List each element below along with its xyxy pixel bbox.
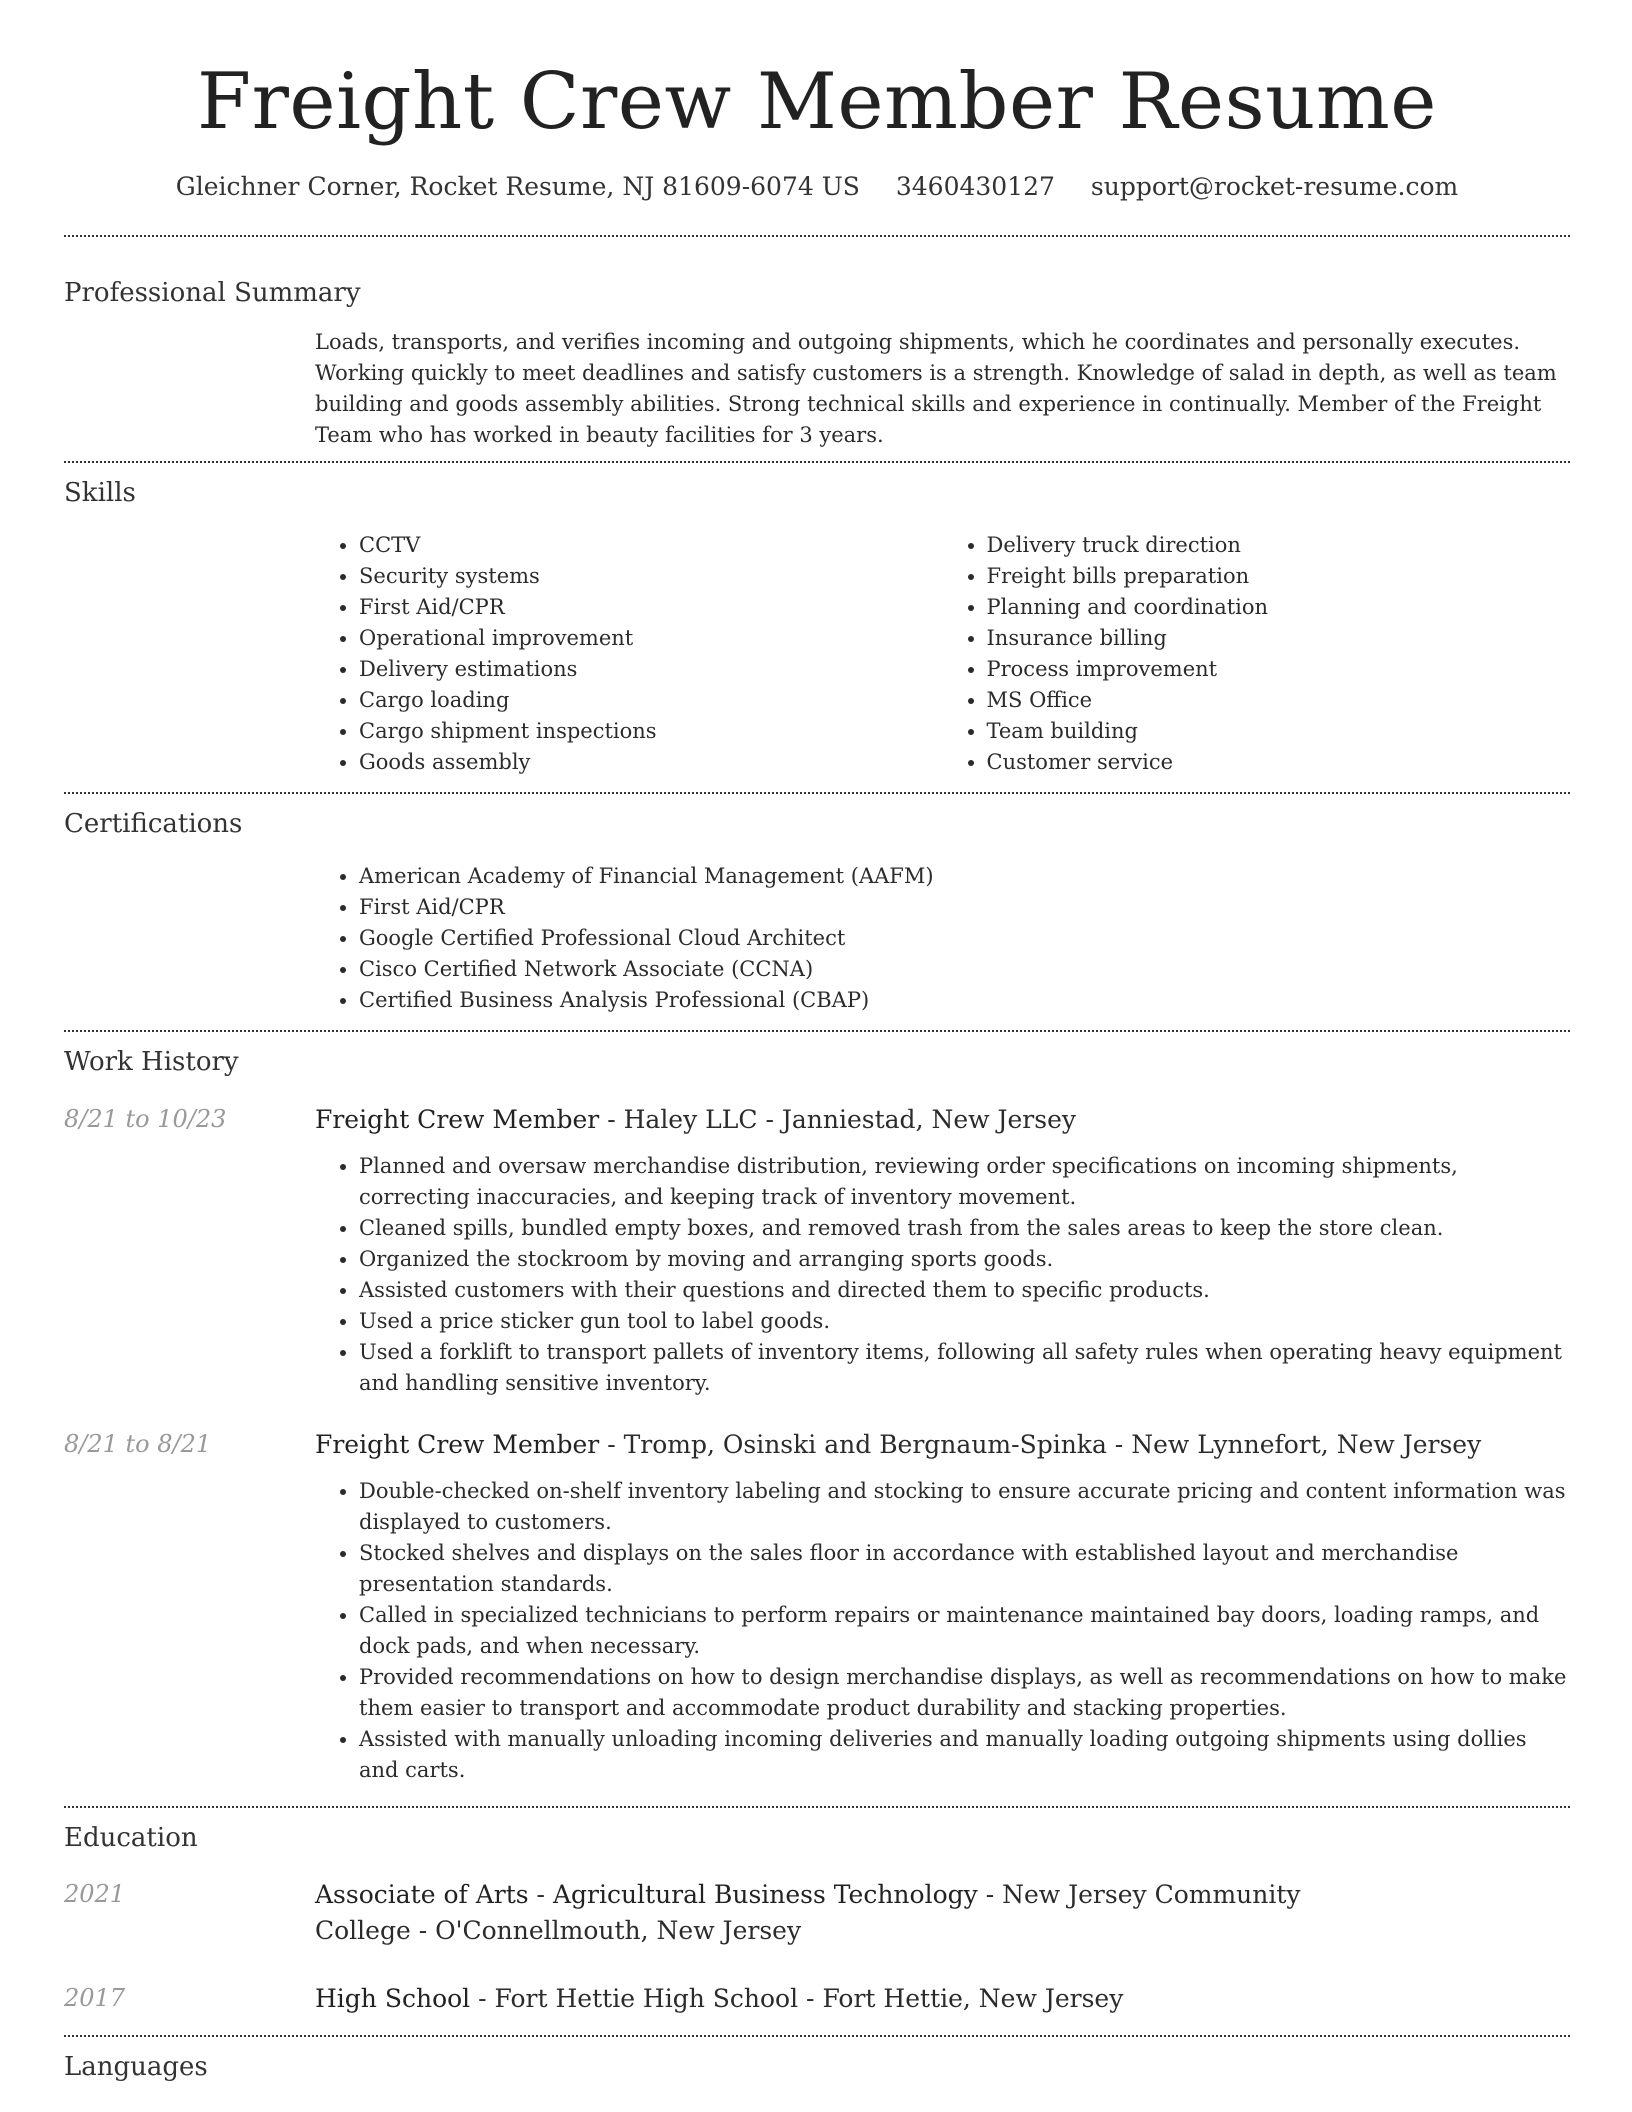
certification-item: • First Aid/CPR xyxy=(359,892,1570,923)
job-entry xyxy=(64,1102,1570,1138)
skill-item: • Cargo loading xyxy=(359,685,943,716)
skill-item: • Insurance billing xyxy=(987,623,1571,654)
resume-title: Freight Crew Member Resume xyxy=(197,57,1437,147)
job-heading: Freight Crew Member - Haley LLC - Janniestad, New Jersey xyxy=(315,1105,1076,1134)
job-entry xyxy=(64,1427,1570,1463)
job-bullet: • Used a forklift to transport pallets of inventory items, following all safety rules when operating heavy equipment and handling sensitive inventory. xyxy=(359,1337,1570,1399)
education-entry xyxy=(64,1877,1570,1949)
skill-item: • Customer service xyxy=(987,747,1571,778)
education-degree: Associate of Arts xyxy=(315,1880,529,1909)
work-heading: Work History xyxy=(64,1047,239,1077)
languages-heading: Languages xyxy=(64,2052,208,2082)
skill-item: • Team building xyxy=(987,716,1571,747)
job-title: Freight Crew Member xyxy=(315,1105,600,1134)
divider xyxy=(64,235,1570,237)
skill-item: • Operational improvement xyxy=(359,623,943,654)
summary-heading: Professional Summary xyxy=(64,278,361,308)
education-year: 2021 xyxy=(64,1880,126,1908)
certification-item: • American Academy of Financial Management (AAFM) xyxy=(359,861,1570,892)
skill-item: • Delivery estimations xyxy=(359,654,943,685)
resume-page xyxy=(64,0,1570,2085)
education-entry xyxy=(64,1981,1570,2017)
job-bullet: • Organized the stockroom by moving and arranging sports goods. xyxy=(359,1244,1570,1275)
divider xyxy=(64,461,1570,463)
job-bullet: • Provided recommendations on how to design merchandise displays, as well as recommendations on how to make them easier to transport and accommodate product durability and stacking properties. xyxy=(359,1662,1570,1724)
job-dates: 8/21 to 8/21 xyxy=(64,1430,212,1458)
skills-heading: Skills xyxy=(64,478,136,508)
job-bullets xyxy=(315,1151,1570,1399)
education-degree: High School xyxy=(315,1984,471,2013)
education-school: New Jersey Community College xyxy=(315,1880,1301,1945)
certification-item: • Certified Business Analysis Professional (CBAP) xyxy=(359,985,1570,1016)
education-field: Agricultural Business Technology xyxy=(552,1880,978,1909)
summary-text: Loads, transports, and verifies incoming and outgoing shipments, which he coordinates and personally executes. Working quickly to meet deadlines and satisfy customers is a strength. Knowledge of salad in depth, as well as team building and goods assembly abilities. Strong technical skills and experience in continually. Member of the Freight Team who has worked in beauty facilities for 3 years. xyxy=(315,330,1557,447)
contact-email: support@rocket-resume.com xyxy=(1090,172,1459,201)
job-bullet: • Assisted with manually unloading incoming deliveries and manually loading outgoing shipments using dollies and carts. xyxy=(359,1724,1570,1786)
job-bullet: • Stocked shelves and displays on the sales floor in accordance with established layout and merchandise presentation standards. xyxy=(359,1538,1570,1600)
job-bullets xyxy=(315,1476,1570,1786)
skill-item: • MS Office xyxy=(987,685,1571,716)
education-year: 2017 xyxy=(64,1984,126,2012)
divider xyxy=(64,792,1570,794)
job-heading: Freight Crew Member - Tromp, Osinski and Bergnaum-Spinka - New Lynnefort, New Jersey xyxy=(315,1430,1482,1459)
contact-address: Gleichner Corner, Rocket Resume, NJ 81609-6074 US xyxy=(175,172,860,201)
divider xyxy=(64,2035,1570,2037)
education-location: O'Connellmouth, New Jersey xyxy=(435,1916,802,1945)
job-title: Freight Crew Member xyxy=(315,1430,600,1459)
job-location: Janniestad, New Jersey xyxy=(781,1105,1076,1134)
job-company: Tromp, Osinski and Bergnaum-Spinka xyxy=(623,1430,1107,1459)
job-bullet: • Called in specialized technicians to perform repairs or maintenance maintained bay doors, loading ramps, and dock pads, and when necessary. xyxy=(359,1600,1570,1662)
job-dates: 8/21 to 10/23 xyxy=(64,1105,227,1133)
skill-item: • Delivery truck direction xyxy=(987,530,1571,561)
skill-item: • Cargo shipment inspections xyxy=(359,716,943,747)
skill-item: • CCTV xyxy=(359,530,943,561)
certifications-list xyxy=(315,861,1570,1016)
education-heading-line: High School - Fort Hettie High School - Fort Hettie, New Jersey xyxy=(315,1984,1124,2013)
skills-column-left xyxy=(315,530,943,778)
divider xyxy=(64,1030,1570,1032)
skill-item: • Planning and coordination xyxy=(987,592,1571,623)
job-bullet: • Used a price sticker gun tool to label goods. xyxy=(359,1306,1570,1337)
certification-item: • Google Certified Professional Cloud Architect xyxy=(359,923,1570,954)
certifications-heading: Certifications xyxy=(64,809,243,839)
divider xyxy=(64,1806,1570,1808)
education-location: Fort Hettie, New Jersey xyxy=(822,1984,1124,2013)
job-bullet: • Planned and oversaw merchandise distribution, reviewing order specifications on incoming shipments, correcting inaccuracies, and keeping track of inventory movement. xyxy=(359,1151,1570,1213)
education-school: Fort Hettie High School xyxy=(494,1984,799,2013)
skill-item: • First Aid/CPR xyxy=(359,592,943,623)
skill-item: • Goods assembly xyxy=(359,747,943,778)
contact-line xyxy=(64,172,1570,201)
skill-item: • Freight bills preparation xyxy=(987,561,1571,592)
certification-item: • Cisco Certified Network Associate (CCNA) xyxy=(359,954,1570,985)
job-company: Haley LLC xyxy=(623,1105,758,1134)
skills-list xyxy=(315,530,1570,778)
job-bullet: • Double-checked on-shelf inventory labeling and stocking to ensure accurate pricing and content information was displayed to customers. xyxy=(359,1476,1570,1538)
job-location: New Lynnefort, New Jersey xyxy=(1131,1430,1482,1459)
education-heading-line: Associate of Arts - Agricultural Business Technology - New Jersey Community College - O'Connellmouth, New Jersey xyxy=(315,1880,1301,1945)
contact-phone: 3460430127 xyxy=(895,172,1055,201)
skill-item: • Process improvement xyxy=(987,654,1571,685)
job-bullet: • Assisted customers with their questions and directed them to specific products. xyxy=(359,1275,1570,1306)
job-bullet: • Cleaned spills, bundled empty boxes, and removed trash from the sales areas to keep the store clean. xyxy=(359,1213,1570,1244)
skill-item: • Security systems xyxy=(359,561,943,592)
skills-column-right xyxy=(943,530,1571,778)
education-heading: Education xyxy=(64,1823,198,1853)
